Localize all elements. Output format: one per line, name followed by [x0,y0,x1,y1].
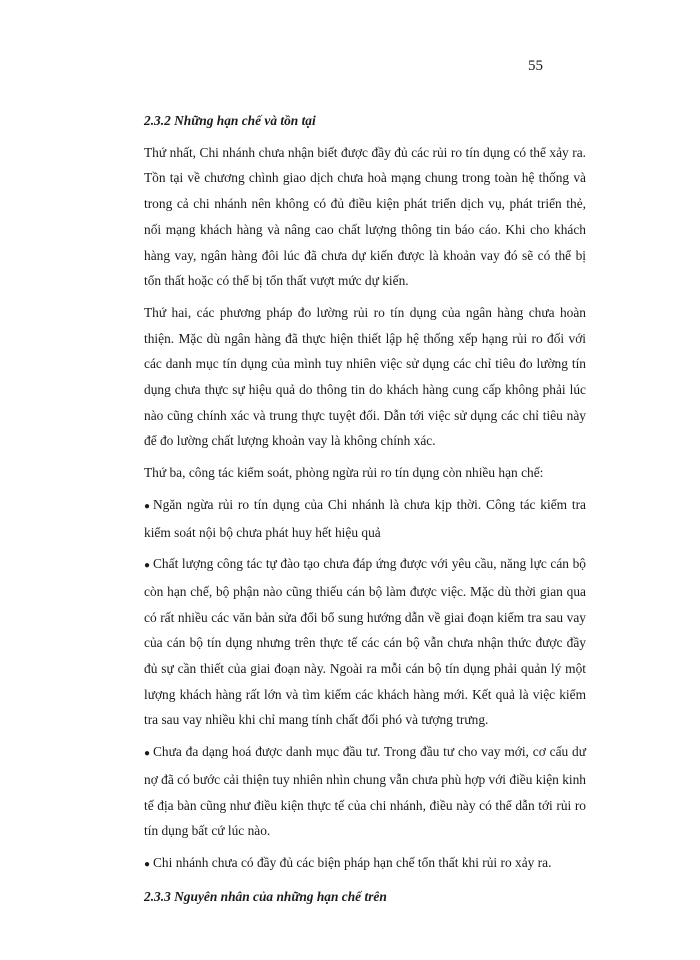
bullet-item [144,850,586,878]
bullet-dot-icon: ● [144,748,151,760]
paragraph-third-text: Thứ ba, công tác kiểm soát, phòng ngừa rủi ro tín dụng còn nhiều hạn chế: [144,465,544,481]
bullet-item [144,492,586,545]
bullet-dot-icon: ● [144,560,151,572]
paragraph-second [144,300,586,454]
bullet-text: Chất lượng công tác tự đào tạo chưa đáp ứng được với yêu cầu, năng lực cán bộ còn hạn chế, bộ phận nào cũng thiếu cán bộ làm được việc. Mặc dù thời gian qua có rất nhiều các văn bản sửa đổi bổ sung hướng dẫn về giai đoạn kiểm tra sau vay của cán bộ tín dụng nhưng trên thực tế các cán bộ vẫn chưa nhận thức được đầy đủ sự cần thiết của giai đoạn này. Ngoài ra mỗi cán bộ tín dụng phải quản lý một lượng khách hàng rất lớn và tìm kiếm các khách hàng mới. Kết quả là việc kiểm tra sau vay nhiều khi chỉ mang tính chất đối phó và tượng trưng. [144,556,586,728]
paragraph-first [144,140,586,294]
bullet-dot-icon: ● [144,500,151,512]
document-body [144,108,586,909]
paragraph-second-text: Thứ hai, các phương pháp đo lường rủi ro tín dụng của ngân hàng chưa hoàn thiện. Mặc dù ngân hàng đã thực hiện thiết lập hệ thống xếp hạng rủi ro đối với các danh mục tín dụng của mình tuy nhiên việc sử dụng các chỉ tiêu đo lường tín dụng chưa thực sự hiệu quả do thông tin do khách hàng cung cấp không phải lúc nào cũng chính xác và trung thực tuyệt đối. Dẫn tới việc sử dụng các chỉ tiêu này để đo lường chất lượng khoản vay là không chính xác. [144,304,586,449]
paragraph-first-text: Thứ nhất, Chi nhánh chưa nhận biết được đầy đủ các rủi ro tín dụng có thể xảy ra. Tồn tại về chương chình giao dịch chưa hoà mạng chung trong toàn hệ thống và trong cả chi nhánh nên không có đủ điều kiện phát triển dịch vụ, phát triển thẻ, nối mạng khách hàng và nâng cao chất lượng thông tin báo cáo. Khi cho khách hàng vay, ngân hàng đôi lúc đã chưa dự kiến được là khoản vay đó sẽ có thể bị tổn thất hoặc có thể bị tổn thất vượt mức dự kiến. [144,144,586,289]
bullet-item [144,739,586,844]
section-heading-2-3-2: 2.3.2 Những hạn chế và tồn tại [144,113,316,128]
bullet-text: Chi nhánh chưa có đầy đủ các biện pháp hạn chế tổn thất khi rủi ro xảy ra. [153,854,552,870]
page-number: 55 [528,58,543,74]
bullet-dot-icon: ● [144,858,151,870]
bullet-item [144,551,586,733]
bullet-text: Chưa đa dạng hoá được danh mục đầu tư. Trong đầu tư cho vay mới, cơ cấu dư nợ đã có bước cải thiện tuy nhiên nhìn chung vẫn chưa phù hợp với điều kiện kinh tế địa bàn cũng như điều kiện thực tế của chi nhánh, điều này có thể dẫn tới rủi ro tín dụng bất cứ lúc nào. [144,744,586,839]
paragraph-third [144,460,586,486]
section-heading-2-3-3: 2.3.3 Nguyên nhân của những hạn chế trên [144,888,387,904]
bullet-text: Ngăn ngừa rủi ro tín dụng của Chi nhánh là chưa kịp thời. Công tác kiểm tra kiểm soát nội bộ chưa phát huy hết hiệu quả [144,496,586,540]
